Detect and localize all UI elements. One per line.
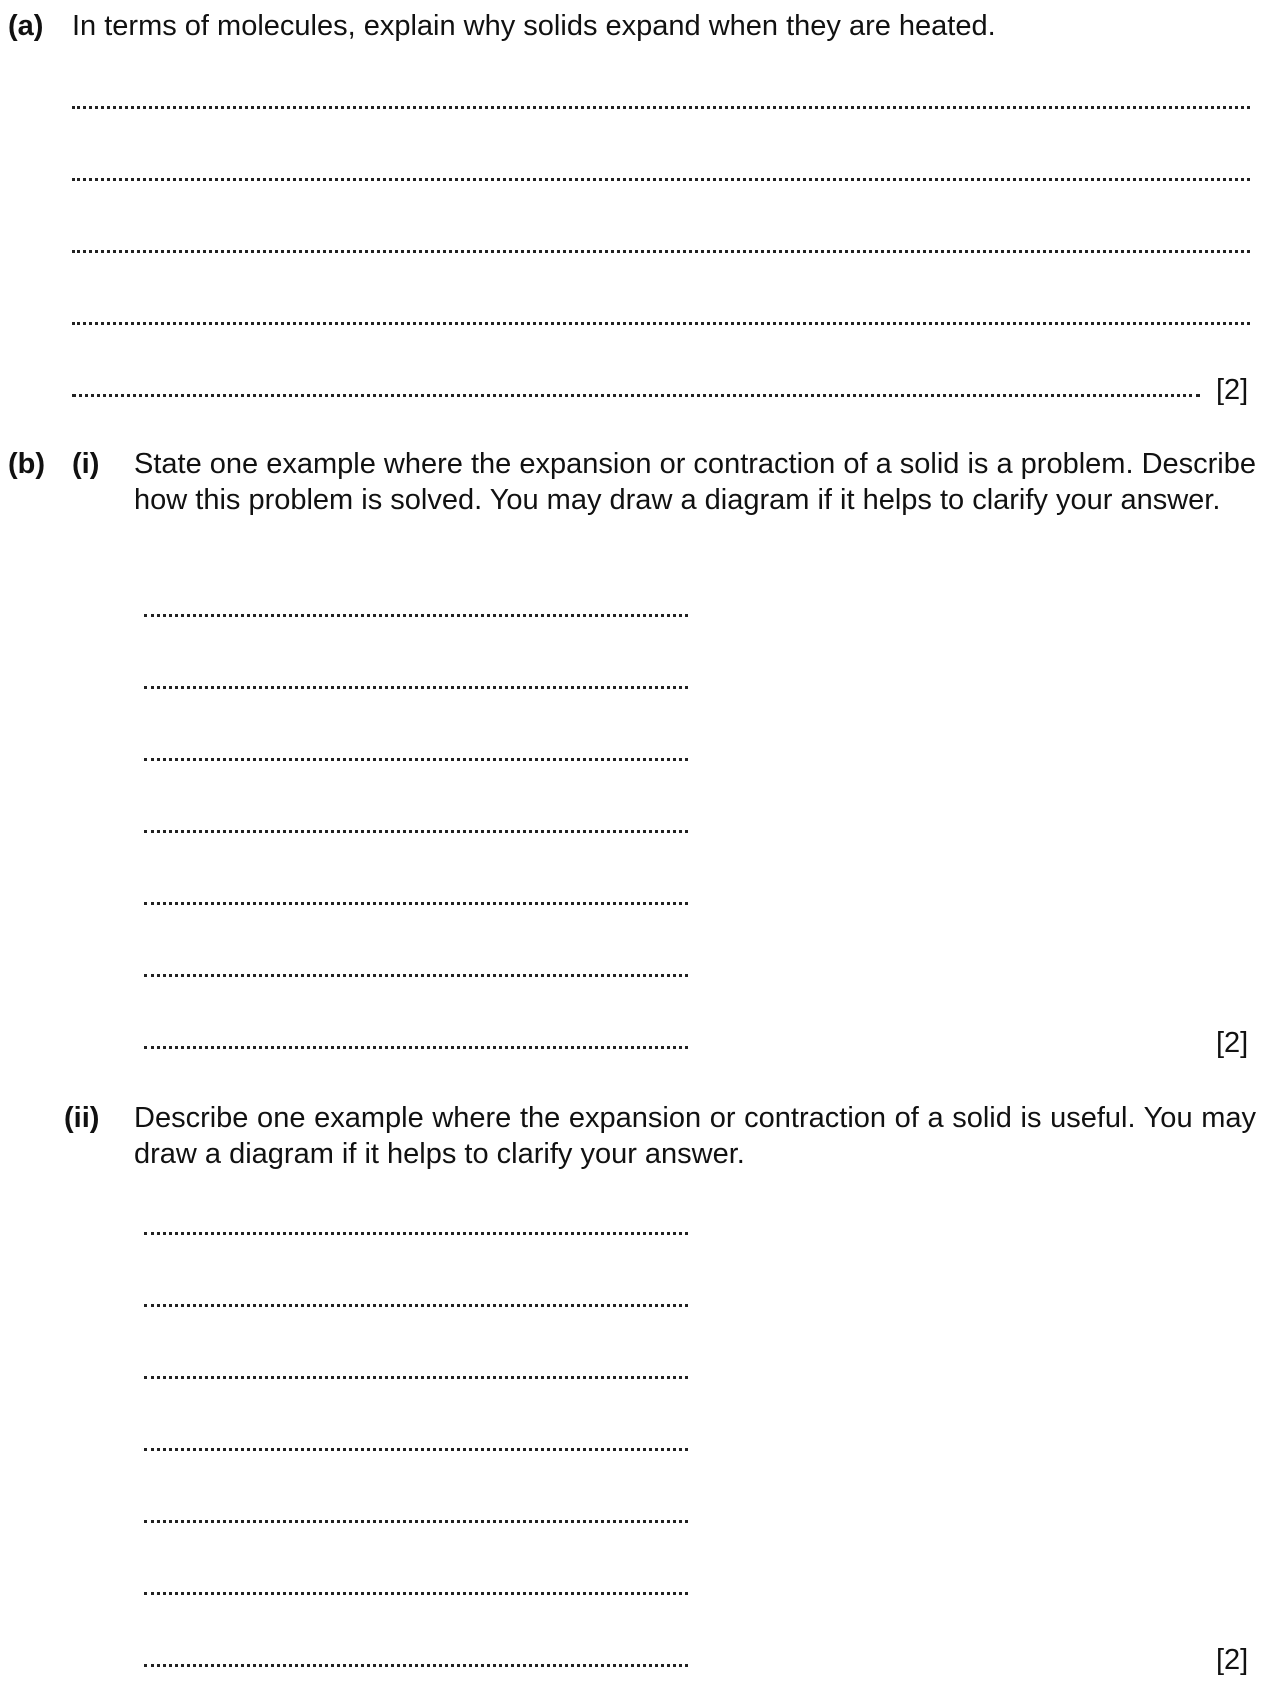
answer-line[interactable] [72, 394, 1200, 397]
part-b-i-question: State one example where the expansion or contraction of a solid is a problem. Describe how this problem is solved. You may draw a diagram if it helps to clarify your answer. [134, 448, 1256, 516]
answer-line[interactable] [144, 1520, 688, 1523]
answer-line[interactable] [72, 322, 1250, 325]
part-a-mark: [2] [1216, 374, 1249, 406]
answer-line[interactable] [144, 614, 688, 617]
part-b-i-label: (i) [72, 448, 100, 480]
part-b-i-mark: [2] [1216, 1027, 1249, 1059]
answer-line[interactable] [72, 250, 1250, 253]
answer-line[interactable] [144, 1046, 688, 1049]
answer-line[interactable] [144, 686, 688, 689]
answer-line[interactable] [144, 830, 688, 833]
part-b-ii-label: (ii) [64, 1102, 100, 1134]
answer-line[interactable] [72, 106, 1250, 109]
part-a-label: (a) [8, 10, 44, 42]
answer-line[interactable] [144, 1232, 688, 1235]
part-a-question: In terms of molecules, explain why solids expand when they are heated. [72, 10, 996, 42]
answer-line[interactable] [144, 902, 688, 905]
answer-line[interactable] [144, 1592, 688, 1595]
part-b-ii-question: Describe one example where the expansion or contraction of a solid is useful. You may draw a diagram if it helps to clarify your answer. [134, 1102, 1256, 1170]
part-b-ii-mark: [2] [1216, 1644, 1249, 1676]
answer-line[interactable] [144, 974, 688, 977]
answer-line[interactable] [144, 1664, 688, 1667]
answer-line[interactable] [72, 178, 1250, 181]
answer-line[interactable] [144, 1376, 688, 1379]
answer-line[interactable] [144, 1304, 688, 1307]
answer-line[interactable] [144, 758, 688, 761]
answer-line[interactable] [144, 1448, 688, 1451]
part-b-label: (b) [8, 448, 46, 480]
